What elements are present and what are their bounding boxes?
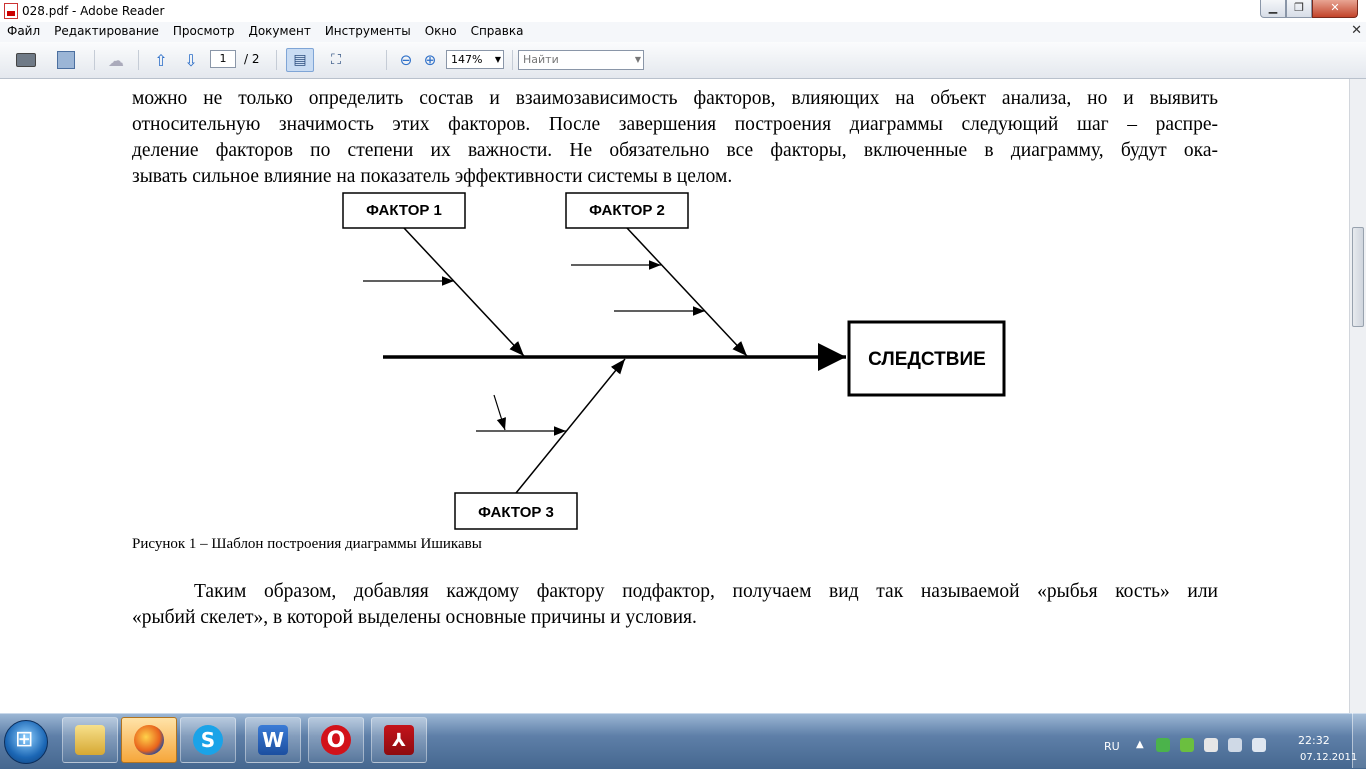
print-icon[interactable] <box>12 48 40 72</box>
adobe-reader-icon: ⅄ <box>384 725 414 755</box>
taskbar-word[interactable] <box>245 717 301 763</box>
fit-page-icon[interactable]: ⛶ <box>331 52 341 68</box>
page-number-input[interactable]: 1 <box>210 50 236 68</box>
zoom-in-icon[interactable]: ⊕ <box>423 51 437 69</box>
pdf-app-icon <box>4 3 18 19</box>
menu-view[interactable]: Просмотр <box>172 24 235 38</box>
zoom-select[interactable] <box>446 50 504 69</box>
word-icon: W <box>258 725 288 755</box>
network-icon[interactable] <box>1228 738 1242 752</box>
menu-document[interactable]: Документ <box>248 24 311 38</box>
tray-app-icon[interactable] <box>1204 738 1218 752</box>
bone-factor-3 <box>516 359 625 493</box>
taskbar-adobe-reader[interactable] <box>371 717 427 763</box>
document-close-button[interactable]: ✕ <box>1351 23 1362 38</box>
firefox-icon <box>134 725 164 755</box>
effect-label: СЛЕДСТВИЕ <box>868 349 986 370</box>
minimize-button[interactable]: ▁ <box>1260 0 1286 18</box>
toolbar-separator <box>94 50 95 70</box>
start-button[interactable] <box>4 720 48 764</box>
text-line: Таким образом, добавляя каждому фактору подфактор, получаем вид так называемой «рыбья кость» или <box>194 581 1218 602</box>
toolbar-separator <box>386 50 387 70</box>
menu-tools[interactable]: Инструменты <box>324 24 411 38</box>
menu-file[interactable]: Файл <box>7 24 41 38</box>
text-line: можно не только определить состав и взаимозависимость факторов, влияющих на объект анализа, но и выявить <box>132 88 1218 109</box>
taskbar-opera[interactable] <box>308 717 364 763</box>
bone-factor-2 <box>627 228 747 356</box>
prev-page-icon[interactable]: ⇧ <box>154 50 168 70</box>
toolbar-separator <box>138 50 139 70</box>
find-placeholder: Найти <box>523 53 559 66</box>
opera-icon: O <box>321 725 351 755</box>
subsubfactor-arrow <box>494 395 505 430</box>
menu-bar <box>0 22 1366 42</box>
clock-time[interactable]: 22:32 <box>1298 734 1330 747</box>
toolbar <box>0 42 1366 79</box>
close-button[interactable]: ✕ <box>1312 0 1358 18</box>
chevron-down-icon: ▼ <box>634 55 641 64</box>
skype-icon: S <box>193 725 223 755</box>
title-bar <box>0 0 1366 22</box>
page-total: / 2 <box>244 52 260 66</box>
taskbar <box>0 713 1366 769</box>
zoom-value: 147% <box>451 53 483 66</box>
menu-window[interactable]: Окно <box>424 24 457 38</box>
fit-width-icon[interactable]: ▤ <box>286 48 314 72</box>
share-icon[interactable] <box>48 48 84 72</box>
show-desktop-button[interactable] <box>1352 713 1366 768</box>
comment-icon[interactable]: ☁ <box>108 50 124 70</box>
toolbar-separator <box>276 50 277 70</box>
factor-1-label: ФАКТОР 1 <box>366 202 442 219</box>
taskbar-explorer[interactable] <box>62 717 118 763</box>
bone-factor-1 <box>404 228 524 356</box>
chevron-down-icon: ▼ <box>494 55 501 64</box>
vertical-scrollbar[interactable] <box>1349 79 1366 713</box>
find-input[interactable] <box>518 50 644 70</box>
paragraph-2 <box>132 579 1218 631</box>
next-page-icon[interactable]: ⇩ <box>184 50 198 70</box>
volume-icon[interactable] <box>1252 738 1266 752</box>
text-line: относительную значимость этих факторов. После завершения построения диаграммы следующий шаг – распре- <box>132 114 1218 135</box>
text-line: зывать сильное влияние на показатель эффективности системы в целом. <box>132 166 733 187</box>
show-hidden-icons[interactable]: ▲ <box>1136 739 1144 750</box>
factor-2-label: ФАКТОР 2 <box>589 202 665 219</box>
zoom-out-icon[interactable]: ⊖ <box>399 51 413 69</box>
tray-app-icon[interactable] <box>1180 738 1194 752</box>
text-line: деление факторов по степени их важности. Не обязательно все факторы, включенные в диаграмму, будут ока- <box>132 140 1218 161</box>
folder-icon <box>75 725 105 755</box>
text-line: «рыбий скелет», в которой выделены основные причины и условия. <box>132 607 697 628</box>
tray-app-icon[interactable] <box>1156 738 1170 752</box>
factor-3-label: ФАКТОР 3 <box>478 504 554 521</box>
scrollbar-thumb[interactable] <box>1352 227 1364 327</box>
taskbar-skype[interactable] <box>180 717 236 763</box>
document-view[interactable] <box>0 79 1349 713</box>
window-title: 028.pdf - Adobe Reader <box>22 4 165 18</box>
toolbar-separator <box>512 50 513 70</box>
taskbar-firefox[interactable] <box>121 717 177 763</box>
figure-caption: Рисунок 1 – Шаблон построения диаграммы Ишикавы <box>132 536 482 552</box>
clock-date[interactable]: 07.12.2011 <box>1300 752 1358 763</box>
menu-help[interactable]: Справка <box>470 24 524 38</box>
language-indicator[interactable]: RU <box>1104 740 1120 753</box>
maximize-button[interactable]: ❐ <box>1286 0 1312 18</box>
menu-edit[interactable]: Редактирование <box>54 24 159 38</box>
